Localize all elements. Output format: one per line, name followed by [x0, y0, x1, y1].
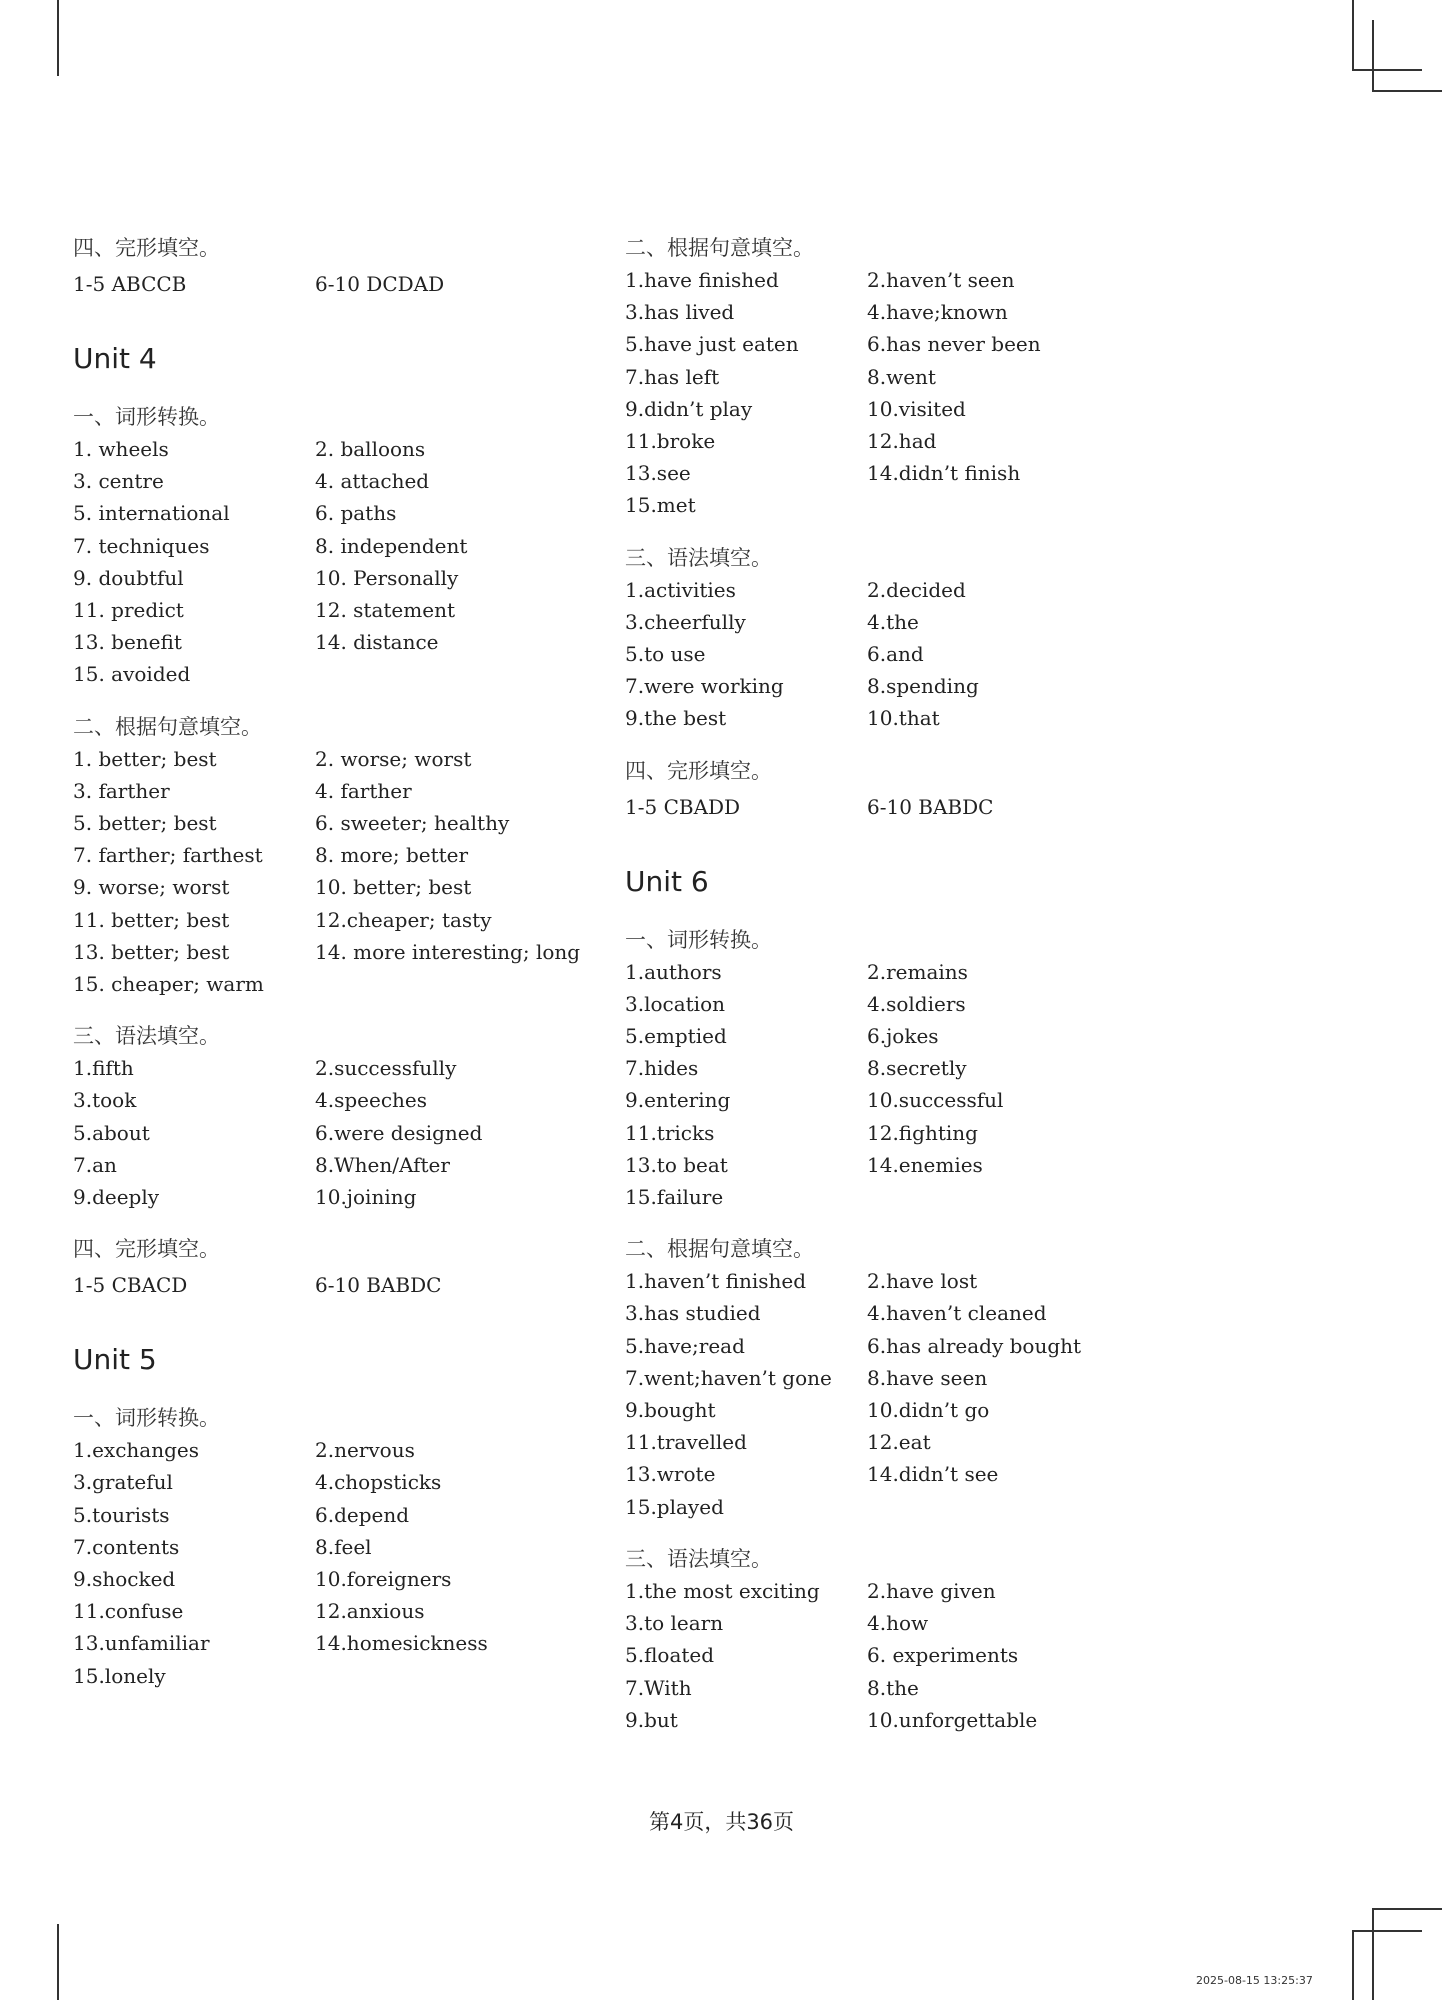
answer-item: 9.but: [625, 1707, 678, 1732]
answer-item: 6.and: [867, 642, 924, 667]
answer-item: 7.were working: [625, 674, 784, 699]
answer-grid: [625, 1265, 1165, 1523]
answer-item: 12. statement: [315, 598, 455, 623]
cloze-answer-6-10: 6-10 DCDAD: [315, 272, 445, 296]
answer-item: 7. techniques: [73, 533, 210, 558]
answer-item: 6.has never been: [867, 332, 1041, 357]
answer-item: 1. better; best: [73, 746, 217, 771]
answer-item: 3.to learn: [625, 1611, 724, 1636]
answer-item: 4. farther: [315, 778, 412, 803]
answer-item: 11. better; best: [73, 907, 230, 932]
answer-item: [315, 658, 575, 690]
answer-item: [867, 1491, 1127, 1523]
answer-item: 6.has already bought: [867, 1333, 1082, 1358]
answer-item: 12.eat: [867, 1430, 931, 1455]
answer-item: 15.lonely: [73, 1663, 166, 1688]
crop-mark-top-right-h1: [1352, 69, 1422, 71]
answer-item: 8. independent: [315, 533, 468, 558]
answer-item: 13.see: [625, 461, 691, 486]
answer-item: 1.fifth: [73, 1056, 134, 1081]
answer-item: 9.the best: [625, 706, 727, 731]
answer-item: 2.successfully: [315, 1056, 457, 1081]
answer-item: 1.exchanges: [73, 1438, 199, 1463]
cloze-answers: [625, 787, 1165, 827]
answer-item: 6. experiments: [867, 1643, 1019, 1668]
answer-item: 2. worse; worst: [315, 746, 472, 771]
answer-item: 9.deeply: [73, 1185, 160, 1210]
answer-item: 14. more interesting; long: [315, 939, 581, 964]
answer-item: 7.went;haven’t gone: [625, 1365, 832, 1390]
crop-mark-top-right-h2: [1372, 90, 1442, 92]
answer-item: 4.have;known: [867, 300, 1008, 325]
crop-mark-bottom-left: [57, 1924, 59, 2000]
answer-item: 11.confuse: [73, 1599, 184, 1624]
answer-grid: [73, 1434, 613, 1692]
answer-item: 9. doubtful: [73, 565, 184, 590]
answer-item: 9.entering: [625, 1088, 731, 1113]
section-title-grammar: 三、语法填空。: [625, 1546, 772, 1571]
answer-item: 1.have finished: [625, 268, 779, 292]
answer-item: 8.secretly: [867, 1056, 967, 1081]
answer-item: 8.feel: [315, 1534, 372, 1559]
page-number: 第4页，共36页: [648, 1810, 795, 1834]
answer-item: 3.cheerfully: [625, 609, 746, 634]
cloze-answer-1-5: 1-5 CBADD: [625, 794, 741, 819]
answer-item: 15.met: [625, 493, 696, 518]
answer-item: 4.chopsticks: [315, 1470, 442, 1495]
left-column: [73, 232, 613, 1692]
answer-item: 6.depend: [315, 1502, 410, 1527]
answer-item: 12.anxious: [315, 1599, 425, 1624]
answer-item: 10. better; best: [315, 875, 472, 900]
answer-item: [867, 489, 1127, 521]
answer-item: 10.foreigners: [315, 1567, 452, 1592]
answer-item: 14.enemies: [867, 1152, 983, 1177]
unit-6-heading: Unit 6: [625, 864, 709, 898]
answer-item: 10.unforgettable: [867, 1707, 1038, 1732]
answer-item: 1.activities: [625, 577, 736, 602]
answer-item: 2.haven’t seen: [867, 268, 1015, 292]
answer-item: 11.travelled: [625, 1430, 747, 1455]
section-title-cloze: 四、完形填空。: [73, 1237, 220, 1262]
crop-mark-top-left: [57, 0, 59, 76]
answer-item: 3. centre: [73, 469, 164, 494]
answer-item: 13.unfamiliar: [73, 1631, 210, 1656]
answer-grid: [625, 264, 1165, 522]
answer-item: 11. predict: [73, 598, 184, 623]
crop-mark-bottom-right-v2: [1372, 1908, 1374, 2000]
answer-item: [315, 968, 575, 1000]
answer-item: 5.tourists: [73, 1502, 170, 1527]
answer-item: 4.the: [867, 609, 919, 634]
answer-item: 4. attached: [315, 469, 430, 494]
crop-mark-bottom-right-v1: [1352, 1930, 1354, 2000]
answer-item: 4.soldiers: [867, 991, 966, 1016]
answer-item: 15.played: [625, 1494, 724, 1519]
section-title-fill-meaning: 二、根据句意填空。: [625, 1237, 814, 1262]
answer-item: [315, 1660, 575, 1692]
answer-item: 8.have seen: [867, 1365, 988, 1390]
answer-item: 5.about: [73, 1120, 150, 1145]
answer-item: 8.When/After: [315, 1152, 450, 1177]
answer-grid: [73, 433, 613, 691]
section-title-grammar: 三、语法填空。: [625, 545, 772, 570]
answer-item: 2.decided: [867, 577, 966, 602]
answer-item: 6.jokes: [867, 1024, 939, 1049]
section-title-grammar: 三、语法填空。: [73, 1024, 220, 1049]
answer-item: 5. international: [73, 501, 230, 526]
answer-item: 10.joining: [315, 1185, 417, 1210]
answer-item: 1.haven’t finished: [625, 1269, 807, 1294]
answer-item: 13.wrote: [625, 1462, 716, 1487]
answer-item: 9.shocked: [73, 1567, 176, 1592]
answer-grid: [625, 1575, 1165, 1736]
answer-item: 12.cheaper; tasty: [315, 907, 492, 932]
answer-item: 2. balloons: [315, 437, 426, 461]
section-title-word-forms: 一、词形转换。: [73, 405, 220, 429]
answer-item: 14.didn’t finish: [867, 461, 1021, 486]
section-title-word-forms: 一、词形转换。: [73, 1406, 220, 1431]
answer-item: 3.has lived: [625, 300, 735, 325]
answer-item: 8. more; better: [315, 843, 469, 868]
answer-item: 4.haven’t cleaned: [867, 1301, 1047, 1326]
answer-item: 2.have lost: [867, 1269, 978, 1294]
answer-item: 10.didn’t go: [867, 1398, 990, 1423]
answer-item: 15. cheaper; warm: [73, 972, 264, 997]
answer-item: 10.successful: [867, 1088, 1004, 1113]
crop-mark-bottom-right-h1: [1352, 1930, 1422, 1932]
crop-mark-top-right-v2: [1372, 20, 1374, 92]
answer-item: 15.failure: [625, 1185, 724, 1210]
cloze-answer-1-5: 1-5 ABCCB: [73, 272, 187, 296]
cloze-answers: [73, 264, 613, 304]
answer-item: 7.an: [73, 1152, 117, 1177]
answer-item: 5.to use: [625, 642, 706, 667]
answer-item: 9. worse; worst: [73, 875, 230, 900]
cloze-answers: [73, 1265, 613, 1305]
answer-item: 5.have just eaten: [625, 332, 799, 357]
answer-item: 4.speeches: [315, 1088, 428, 1113]
answer-item: 1.the most exciting: [625, 1578, 820, 1603]
unit-5-heading: Unit 5: [73, 1343, 157, 1377]
right-column: [625, 232, 1165, 1736]
section-title-cloze: 四、完形填空。: [625, 758, 772, 783]
answer-item: 3.took: [73, 1088, 137, 1113]
answer-grid: [73, 1052, 613, 1213]
answer-item: [867, 1181, 1127, 1213]
section-title-fill-meaning: 二、根据句意填空。: [73, 714, 262, 739]
answer-item: 13.to beat: [625, 1152, 728, 1177]
answer-item: 3.location: [625, 991, 725, 1016]
crop-mark-bottom-right-h2: [1372, 1908, 1442, 1910]
answer-item: 11.broke: [625, 429, 716, 454]
answer-item: 6. paths: [315, 501, 397, 526]
answer-item: 13. benefit: [73, 630, 182, 655]
answer-item: 1.authors: [625, 959, 722, 984]
answer-item: 14.didn’t see: [867, 1462, 999, 1487]
answer-grid: [625, 956, 1165, 1214]
cloze-answer-6-10: 6-10 BABDC: [315, 1273, 442, 1298]
answer-item: 12.fighting: [867, 1120, 978, 1145]
answer-item: 14. distance: [315, 630, 439, 655]
cloze-answer-1-5: 1-5 CBACD: [73, 1273, 188, 1298]
answer-item: 14.homesickness: [315, 1631, 488, 1656]
answer-item: 7.contents: [73, 1534, 180, 1559]
answer-item: 10.visited: [867, 396, 966, 421]
print-timestamp: 2025-08-15 13:25:37: [1196, 1974, 1313, 1987]
answer-item: 2.nervous: [315, 1438, 415, 1463]
answer-item: 7.hides: [625, 1056, 699, 1081]
answer-item: 7.With: [625, 1675, 692, 1700]
answer-item: 10. Personally: [315, 565, 459, 590]
answer-item: 4.how: [867, 1611, 929, 1636]
answer-item: 5.emptied: [625, 1024, 727, 1049]
answer-item: 5. better; best: [73, 811, 217, 836]
answer-item: 9.didn’t play: [625, 396, 753, 421]
answer-item: 6. sweeter; healthy: [315, 811, 510, 836]
section-title-cloze: 四、完形填空。: [73, 236, 220, 260]
answer-item: 3. farther: [73, 778, 170, 803]
answer-item: 12.had: [867, 429, 937, 454]
answer-item: 8.went: [867, 364, 936, 389]
answer-item: 2.have given: [867, 1578, 996, 1603]
answer-item: 11.tricks: [625, 1120, 715, 1145]
answer-grid: [625, 574, 1165, 735]
answer-item: 3.has studied: [625, 1301, 761, 1326]
answer-item: 8.spending: [867, 674, 979, 699]
answer-item: 1. wheels: [73, 437, 169, 461]
crop-mark-top-right-v1: [1352, 0, 1354, 70]
answer-item: 7.has left: [625, 364, 720, 389]
answer-item: 2.remains: [867, 959, 968, 984]
answer-item: 5.floated: [625, 1643, 715, 1668]
answer-item: 6.were designed: [315, 1120, 483, 1145]
unit-4-heading: Unit 4: [73, 342, 157, 375]
answer-item: 9.bought: [625, 1398, 716, 1423]
answer-item: 15. avoided: [73, 662, 191, 687]
answer-item: 7. farther; farthest: [73, 843, 263, 868]
answer-item: 8.the: [867, 1675, 919, 1700]
answer-item: 10.that: [867, 706, 940, 731]
answer-item: 5.have;read: [625, 1333, 745, 1358]
cloze-answer-6-10: 6-10 BABDC: [867, 794, 994, 819]
answer-item: 13. better; best: [73, 939, 230, 964]
answer-item: 3.grateful: [73, 1470, 173, 1495]
answer-grid: [73, 743, 613, 1001]
section-title-word-forms: 一、词形转换。: [625, 927, 772, 952]
section-title-fill-meaning: 二、根据句意填空。: [625, 236, 814, 260]
